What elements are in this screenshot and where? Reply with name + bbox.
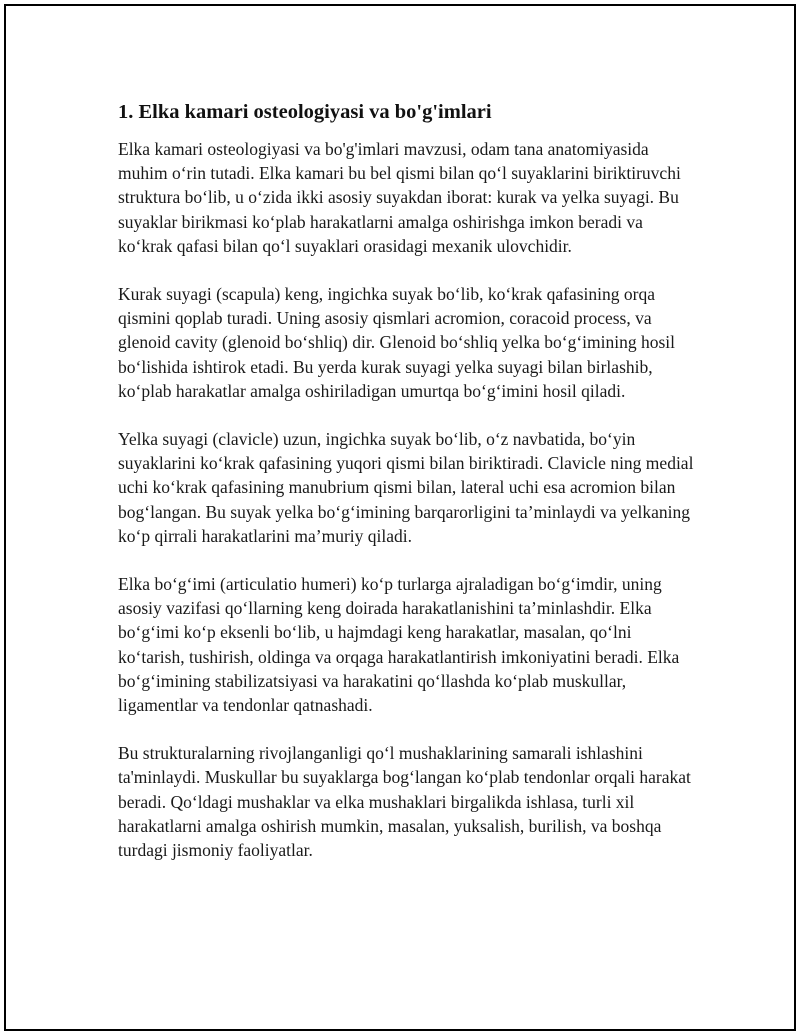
paragraph-muscles: Bu strukturalarning rivojlanganligi qo‘l mushaklarining samarali ishlashini ta'minlaydi. Muskullar bu suyaklarga bog‘langan ko‘plab tendonlar orqali harakat beradi. Qo‘ldagi mushaklar va elka mushaklari birgalikda ishlasa, turli xil harakatlarni amalga oshirish mumkin, masalan, yuksalish, burilish, va boshqa turdagi jismoniy faoliyatlar. xyxy=(118,743,691,861)
paragraph-shoulder-joint: Elka bo‘g‘imi (articulatio humeri) ko‘p turlarga ajraladigan bo‘g‘imdir, uning asosiy vazifasi qo‘llarning keng doirada harakatlanishini ta’minlashdir. Elka bo‘g‘imi ko‘p eksenli bo‘lib, u hajmdagi keng harakatlar, masalan, qo‘lni ko‘tarish, tushirish, oldinga va orqaga harakatlantirish imkoniyatini beradi. Elka bo‘g‘imining stabilizatsiyasi va harakatini qo‘llashda ko‘plab muskullar, ligamentlar va tendonlar qatnashadi. xyxy=(118,574,680,716)
paragraph-shoulder-girdle-intro: Elka kamari osteologiyasi va bo'g'imlari mavzusi, odam tana anatomiyasida muhim o‘rin tutadi. Elka kamari bu bel qismi bilan qo‘l suyaklarini biriktiruvchi struktura bo‘lib, u o‘zida ikki asosiy suyakdan iborat: kurak va yelka suyagi. Bu suyaklar birikmasi ko‘plab harakatlarni amalga oshirishga imkon beradi va ko‘krak qafasi bilan qo‘l suyaklari orasidagi mexanik ulovchidir. xyxy=(118,139,681,256)
page-frame xyxy=(4,4,796,1031)
paragraph-scapula: Kurak suyagi (scapula) keng, ingichka suyak bo‘lib, ko‘krak qafasining orqa qismini qoplab turadi. Uning asosiy qismlari acromion, coracoid process, va glenoid cavity (glenoid bo‘shliq) dir. Glenoid bo‘shliq yelka bo‘g‘imining hosil bo‘lishida ishtirok etadi. Bu yerda kurak suyagi yelka suyagi bilan birlashib, ko‘plab harakatlar amalga oshiriladigan umurtqa bo‘g‘imini hosil qiladi. xyxy=(118,284,676,401)
document-title: 1. Elka kamari osteologiyasi va bo'g'imlari xyxy=(118,101,492,123)
paragraph-clavicle: Yelka suyagi (clavicle) uzun, ingichka suyak bo‘lib, o‘z navbatida, bo‘yin suyaklarini ko‘krak qafasining yuqori qismi bilan biriktiradi. Clavicle ning medial uchi ko‘krak qafasining manubrium qismi bilan, lateral uchi esa acromion bilan bog‘langan. Bu suyak yelka bo‘g‘imining barqarorligini ta’minlaydi va yelkaning ko‘p qirrali harakatlarini ma’muriy qiladi. xyxy=(118,429,694,546)
document-body xyxy=(118,98,698,886)
